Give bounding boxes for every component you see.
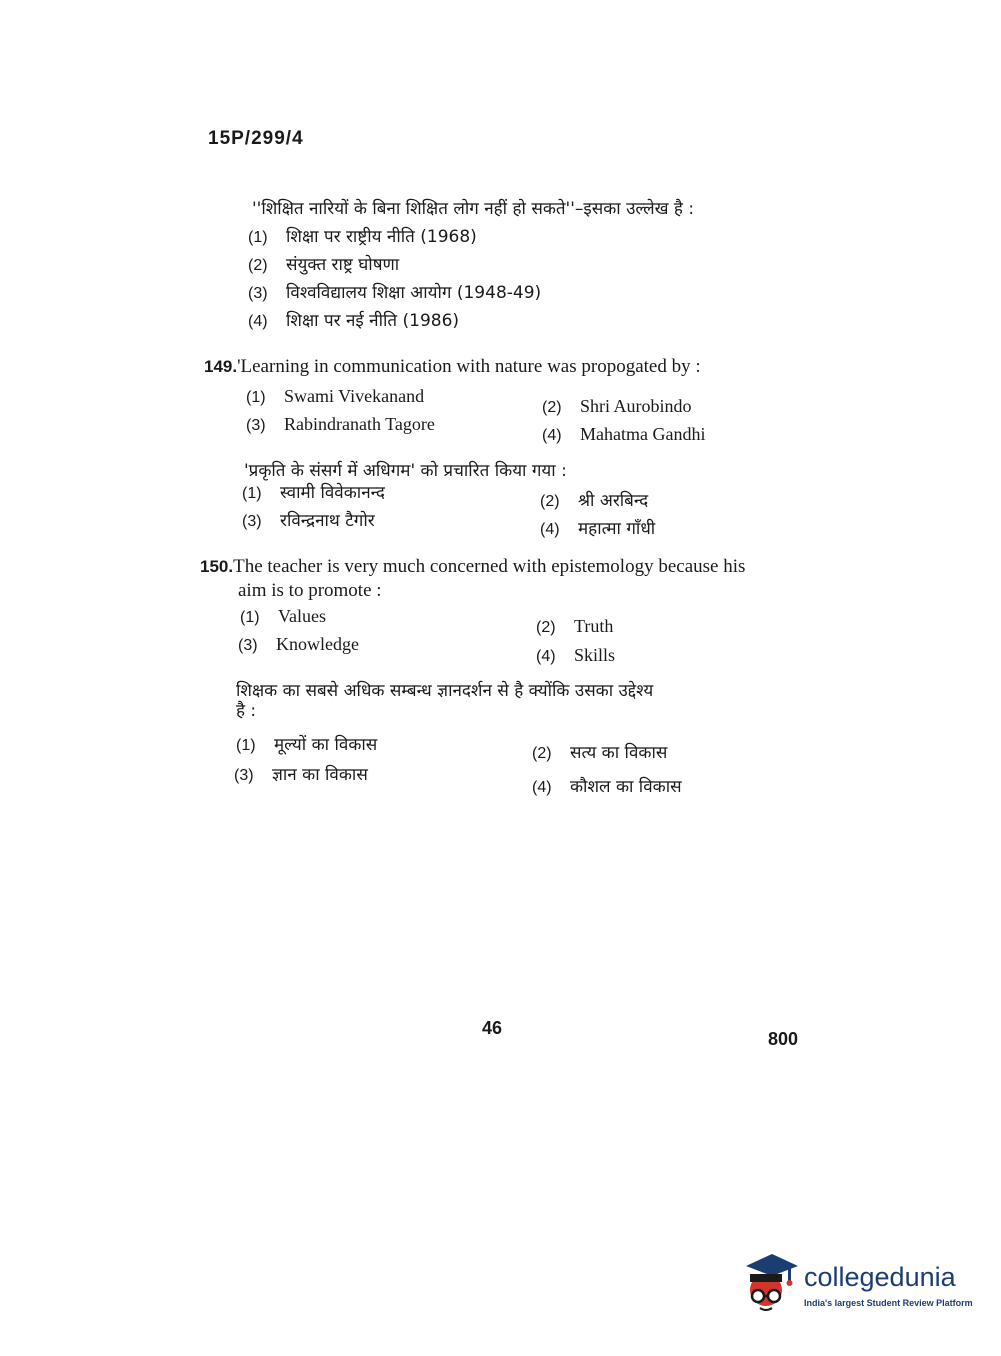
- q149-hindi-option-2: [540, 488, 648, 511]
- option-number: (4): [532, 779, 552, 796]
- q150-hindi-option-2: [532, 740, 667, 763]
- option-number: (3): [248, 285, 268, 302]
- q148-option-3: [248, 280, 541, 303]
- q149-option-1: [246, 386, 424, 407]
- q149-hindi-option-3: [242, 508, 375, 531]
- option-text: मूल्यों का विकास: [274, 735, 378, 755]
- q149-option-3: [246, 414, 435, 435]
- option-text: सत्य का विकास: [570, 743, 668, 763]
- option-number: (2): [248, 257, 268, 274]
- question-number: 150.: [200, 557, 234, 576]
- option-text: महात्मा गाँधी: [578, 519, 656, 539]
- q148-option-1: [248, 224, 477, 247]
- option-text: स्वामी विवेकानन्द: [280, 483, 385, 503]
- option-text: Swami Vivekanand: [284, 386, 425, 406]
- q149-hindi-stem: 'प्रकृति के संसर्ग में अधिगम' को प्रचारित किया गया :: [244, 461, 567, 481]
- option-text: Knowledge: [276, 634, 359, 654]
- option-number: (2): [536, 619, 556, 636]
- q150-stem-line-2: aim is to promote :: [238, 580, 382, 601]
- option-text: Shri Aurobindo: [580, 396, 692, 416]
- option-number: (4): [540, 521, 560, 538]
- logo-wordmark: collegedunia: [804, 1262, 956, 1292]
- q148-option-2: [248, 252, 399, 275]
- option-text: शिक्षा पर नई नीति (1986): [286, 311, 460, 331]
- q149-heading: [204, 356, 701, 378]
- mascot-icon: [742, 1252, 800, 1316]
- q149-hindi-option-4: [540, 516, 655, 539]
- option-text: Values: [278, 606, 326, 626]
- q150-option-2: [536, 616, 613, 637]
- option-number: (2): [542, 399, 562, 416]
- page-number: 46: [482, 1018, 503, 1038]
- question-number: 149.: [204, 357, 238, 376]
- option-number: (3): [238, 637, 258, 654]
- q150-hindi-option-1: [236, 732, 377, 755]
- option-text: Mahatma Gandhi: [580, 424, 706, 444]
- logo-tagline: India's largest Student Review Platform: [804, 1298, 973, 1308]
- option-text: Truth: [574, 616, 614, 636]
- option-number: (1): [246, 389, 266, 406]
- q150-hindi-stem-line-1: शिक्षक का सबसे अधिक सम्बन्ध ज्ञानदर्शन से है क्योंकि उसका उद्देश्य: [236, 681, 654, 701]
- option-number: (1): [240, 609, 260, 626]
- paper-code: 15P/299/4: [208, 128, 304, 149]
- option-number: (4): [248, 313, 268, 330]
- option-number: (4): [536, 648, 556, 665]
- q150-option-4: [536, 645, 615, 666]
- q150-heading: [200, 556, 745, 578]
- q150-hindi-option-4: [532, 774, 682, 797]
- option-text: शिक्षा पर राष्ट्रीय नीति (1968): [286, 227, 477, 247]
- option-text: संयुक्त राष्ट्र घोषणा: [286, 255, 400, 275]
- option-text: Rabindranath Tagore: [284, 414, 435, 434]
- option-number: (1): [236, 737, 256, 754]
- option-number: (1): [248, 229, 268, 246]
- q149-option-4: [542, 424, 705, 445]
- footer-code: 800: [768, 1029, 799, 1049]
- q148-hindi-stem: ''शिक्षित नारियों के बिना शिक्षित लोग नहीं हो सकते''–इसका उल्लेख है :: [252, 199, 695, 219]
- option-text: कौशल का विकास: [570, 777, 682, 797]
- q150-hindi-stem-line-2: है :: [236, 701, 257, 721]
- option-text: ज्ञान का विकास: [272, 765, 368, 785]
- option-number: (3): [234, 767, 254, 784]
- option-number: (1): [242, 485, 262, 502]
- option-number: (3): [242, 513, 262, 530]
- option-text: रविन्द्रनाथ टैगोर: [280, 511, 375, 531]
- q150-option-3: [238, 634, 359, 655]
- option-text: श्री अरबिन्द: [578, 491, 649, 511]
- question-stem-line-1: The teacher is very much concerned with epistemology because his: [233, 556, 746, 577]
- q150-option-1: [240, 606, 326, 627]
- q150-hindi-option-3: [234, 762, 368, 785]
- question-stem: 'Learning in communication with nature was propogated by :: [237, 356, 701, 377]
- option-text: विश्वविद्यालय शिक्षा आयोग (1948-49): [286, 283, 542, 303]
- option-text: Skills: [574, 645, 616, 665]
- collegedunia-logo: [742, 1252, 972, 1324]
- option-number: (2): [532, 745, 552, 762]
- option-number: (4): [542, 427, 562, 444]
- q148-option-4: [248, 308, 459, 331]
- q149-hindi-option-1: [242, 480, 385, 503]
- option-number: (3): [246, 417, 266, 434]
- q149-option-2: [542, 396, 692, 417]
- option-number: (2): [540, 493, 560, 510]
